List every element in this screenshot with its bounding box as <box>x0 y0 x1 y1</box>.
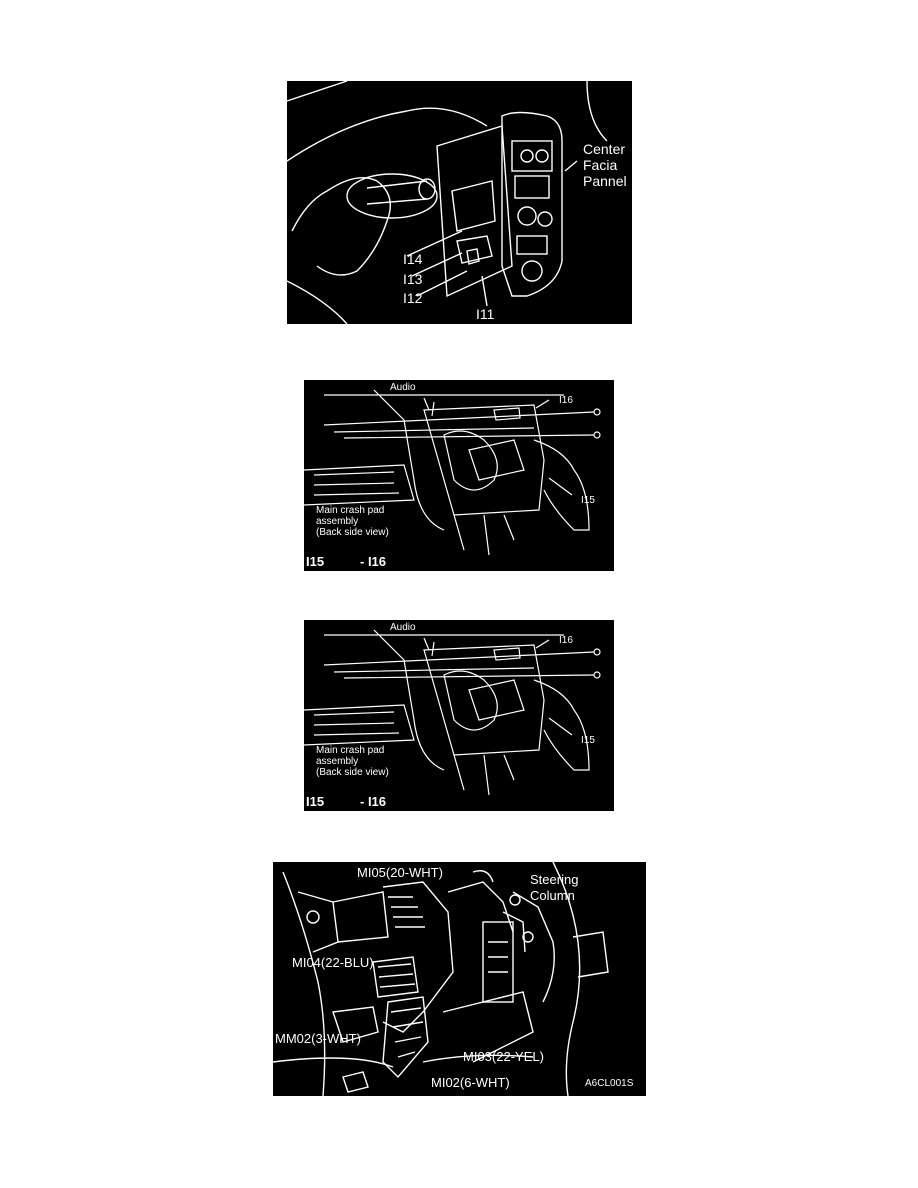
label-i16: I16 <box>559 395 573 406</box>
crash-pad-drawing-1 <box>304 380 614 571</box>
caption-i15: I15 <box>306 554 325 569</box>
label-pannel: Pannel <box>583 173 627 189</box>
label-mi05: MI05(20-WHT) <box>357 865 443 880</box>
center-facia-figure <box>287 81 632 324</box>
crash-pad-figure-1 <box>304 380 614 571</box>
label-i15: I15 <box>581 735 595 746</box>
label-center: Center <box>583 141 626 157</box>
caption-i16: - I16 <box>360 554 387 569</box>
label-facia: Facia <box>583 157 618 173</box>
label-main-crash-pad: Main crash pad <box>316 505 385 516</box>
steering-column-figure <box>273 862 646 1096</box>
label-mi03: MI03(22-YEL) <box>463 1049 544 1064</box>
caption-i15: I15 <box>306 794 325 809</box>
label-mi04: MI04(22-BLU) <box>292 955 374 970</box>
label-back-side-view: (Back side view) <box>316 767 389 778</box>
label-i11: I11 <box>476 306 495 322</box>
label-i13: I13 <box>403 271 423 287</box>
crash-pad-figure-2 <box>304 620 614 811</box>
label-audio: Audio <box>390 622 416 633</box>
label-assembly: assembly <box>316 516 359 527</box>
label-i14: I14 <box>403 251 423 267</box>
label-main-crash-pad: Main crash pad <box>316 745 385 756</box>
caption-i16: - I16 <box>360 794 387 809</box>
label-column: Column <box>530 888 575 903</box>
label-assembly: assembly <box>316 756 359 767</box>
crash-pad-drawing-2 <box>304 620 614 811</box>
label-mm02: MM02(3-WHT) <box>275 1031 361 1046</box>
label-i12: I12 <box>403 290 423 306</box>
label-i15: I15 <box>581 495 595 506</box>
label-steering: Steering <box>530 872 579 887</box>
label-back-side-view: (Back side view) <box>316 527 389 538</box>
figure-code: A6CL001S <box>585 1078 634 1089</box>
label-audio: Audio <box>390 382 416 393</box>
steering-column-drawing <box>273 862 646 1096</box>
label-mi02: MI02(6-WHT) <box>431 1075 510 1090</box>
label-i16: I16 <box>559 635 573 646</box>
center-facia-drawing <box>287 81 632 324</box>
